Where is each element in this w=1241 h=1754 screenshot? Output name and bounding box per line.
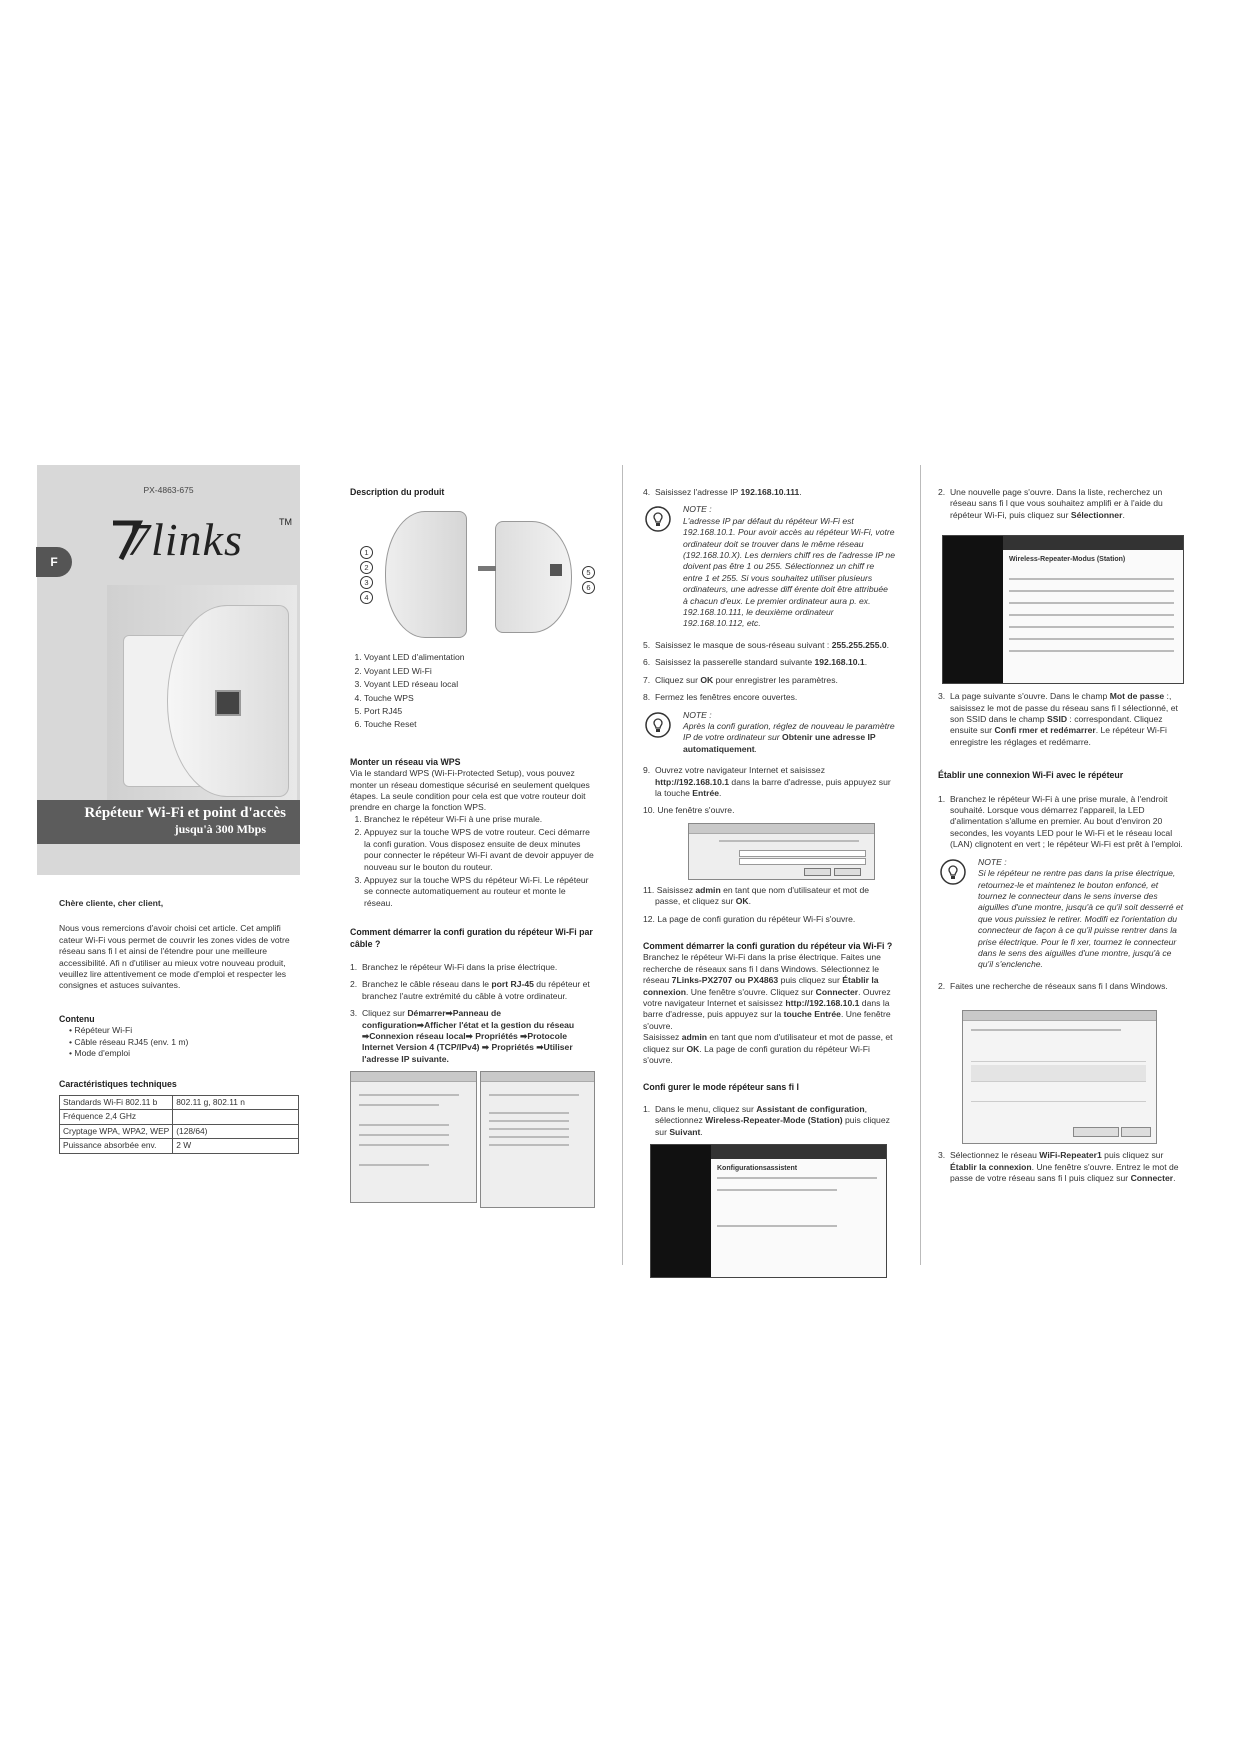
ip-step-7-text: Cliquez sur: [654, 674, 701, 685]
repeater-back-illustration: [495, 521, 572, 633]
cancel-box: [1121, 1127, 1151, 1137]
ip-step-11: 11. Saisissez admin en tant que nom d'utilisateur et mot de passe, et cliquez sur OK.: [643, 884, 870, 907]
lan-properties-screenshot: [480, 1071, 595, 1208]
windows-network-screenshot-area: [938, 998, 1188, 1146]
text-line: [717, 1225, 837, 1227]
cable-step-2-text-end: du répéteur et branchez l'autre extrémité du câble à votre ordinateur.: [362, 979, 590, 1001]
connect-step-3-bold: WiFi-Repeater1: [1039, 1150, 1102, 1161]
ip-step-11-text: Saisissez: [656, 884, 696, 895]
column-3: [643, 487, 895, 1279]
ip-step-11-bold: admin: [695, 884, 721, 895]
cable-step-2-bold: port RJ-45: [491, 979, 534, 990]
repeater-step-1-text: Dans le menu, cliquez sur: [654, 1103, 757, 1114]
ip-step-9: 9. Ouvrez votre navigateur Internet et saisissez http://192.168.10.1 dans la barre d'adresse, puis appuyez sur la touche Entrée.: [643, 765, 891, 798]
trademark-symbol: TM: [279, 517, 292, 527]
ip-step-5-bold: 255.255.255.0: [831, 639, 887, 650]
connect-step-2-text: Faites une recherche de réseaux sans fi l dans Windows.: [949, 980, 1168, 991]
callout-3: 3: [360, 576, 373, 589]
callout-6: 6: [582, 581, 595, 594]
station-step-2-text: Une nouvelle page s'ouvre. Dans la liste, recherchez un réseau sans fi l que vous souhaitez amplifi er à l'aide du répéteur Wi-Fi, puis cliquez sur: [949, 487, 1163, 520]
brand-name: 7links: [127, 514, 243, 565]
ip-step-5-text: Saisissez le masque de sous-réseau suivant :: [654, 639, 832, 650]
station-step-3-text-end: . Le répéteur Wi-Fi enregistre les réglages et redémarre.: [950, 725, 1167, 747]
station-step-2: 2. Une nouvelle page s'ouvre. Dans la liste, recherchez un réseau sans fi l que vous souhaitez amplifi er à l'aide du répéteur Wi-Fi, puis cliquez sur Sélectionner.: [938, 487, 1163, 520]
product-heading: Description du produit: [350, 487, 445, 497]
lightbulb-icon: [645, 506, 671, 532]
wifi-config-paragraph-2: [643, 1032, 895, 1066]
wifi-text: dans la barre d'adresse, puis appuyez sur la: [643, 998, 890, 1020]
parts-list: [350, 652, 595, 730]
note-auto-ip: [643, 710, 895, 756]
station-step-3-text-mid-2: : correspondant. Cliquez ensuite sur: [950, 714, 1163, 736]
connect-box: [1073, 1127, 1119, 1137]
wizard-screenshot-area: [643, 1144, 895, 1279]
repeater-step-1: 1. Dans le menu, cliquez sur Assistant de configuration, sélectionnez Wireless-Repeater-Mode (Station) puis cliquez sur Suivant.: [643, 1103, 890, 1137]
list-item: 3. Appuyez sur la touche WPS du répéteur Wi-Fi. Le répéteur se connecte automatiquement au routeur et monte le réseau.: [364, 875, 595, 909]
note-label: NOTE :: [683, 709, 712, 720]
cable-step-1-text: Branchez le répéteur Wi-Fi dans la prise électrique.: [361, 961, 558, 972]
note-text: Si le répéteur ne rentre pas dans la prise électrique, retournez-le et maintenez le bouton enfoncé, et tournez le connecteur dans le sens inverse des aiguilles d'une montre, jusqu'à ce qu'il soit desserré et que vous puissiez le retirer. Modifi ez l'orientation du connecteur de façon à ce qu'il puisse rentrer dans la prise électrique. Pour le fi xer, tournez le connecteur dans le sens des aiguilles d'une montre, jusqu'à ce qu'il s'enclenche.: [978, 868, 1184, 970]
wps-steps: [350, 814, 595, 909]
list-item: 3. Voyant LED réseau local: [364, 679, 595, 690]
ip-step-11-bold-2: OK: [735, 896, 749, 907]
note-text: L'adresse IP par défaut du répéteur Wi-Fi est 192.168.10.1. Pour avoir accès au répéteur Wi-Fi, votre ordinateur doit se trouver dans le même réseau (192.168.10.X). Les derniers chiff res de l'adresse IP ne doivent pas être 1 ou 255. Sélectionnez un chiff re entre 1 et 255. Si vous souhaitez utiliser plusieurs ordinateurs, une adresse diff érente doit être attribuée à chacun d'eux. Le premier ordinateur aura p. ex. 192.168.10.111, le deuxième ordinateur 192.168.10.112, etc.: [683, 515, 895, 629]
ip-step-7-text-end: pour enregistrer les paramètres.: [713, 674, 838, 685]
text-line: [717, 1189, 837, 1191]
text-line: [359, 1104, 439, 1106]
text-line: [489, 1128, 569, 1130]
contents-heading: Contenu: [59, 1013, 95, 1024]
cable-step-2: 2. Branchez le câble réseau dans le port RJ-45 du répéteur et branchez l'autre extrémité du câble à votre ordinateur.: [350, 979, 590, 1001]
note-label: NOTE :: [683, 504, 712, 515]
list-item: • Répéteur Wi-Fi: [69, 1025, 299, 1036]
cover-panel: [37, 465, 300, 875]
intro-body: Nous vous remercions d'avoir choisi cet article. Cet amplifi cateur Wi-Fi vous permet de couvrir les zones vides de votre réseau sans fi l et ainsi de l'étendre pour une meilleure accessibilité. Afi n d'utiliser au mieux votre nouveau produit, veuillez lire attentivement ce mode d'emploi et respecter les consignes et astuces suivantes.: [59, 923, 290, 991]
list-item: 4. Touche WPS: [364, 693, 595, 704]
network-row: [971, 1065, 1146, 1082]
ip-step-4-bold: 192.168.10.111: [740, 487, 800, 497]
table-cell: 2 W: [173, 1139, 299, 1153]
ip-step-7-bold: OK: [700, 674, 714, 685]
ip-step-4: 4. Saisissez l'adresse IP 192.168.10.111.: [643, 487, 802, 497]
repeater-step-1-text-mid: , sélectionnez: [655, 1103, 867, 1126]
repeater-step-1-bold-3: Suivant: [669, 1126, 701, 1137]
language-tab-letter: F: [50, 555, 58, 569]
text-line: [489, 1136, 569, 1138]
wizard-screenshot: [650, 1144, 887, 1278]
list-item: 2. Voyant LED Wi-Fi: [364, 666, 595, 677]
product-photo: [107, 585, 297, 803]
password-box: [739, 858, 866, 865]
tcpip-screenshots: [350, 1071, 595, 1211]
table-cell: Cryptage WPA, WPA2, WEP: [60, 1124, 173, 1138]
wifi-config-paragraph-1: [643, 952, 895, 1032]
window-titlebar: [689, 824, 874, 834]
window-titlebar: [481, 1072, 594, 1082]
table-cell: Fréquence 2,4 GHz: [60, 1110, 173, 1124]
station-title: Wireless-Repeater-Modus (Station): [1009, 556, 1126, 564]
wifi-config-heading: Comment démarrer la confi guration du répéteur via Wi-Fi ?: [643, 940, 893, 951]
wifi-text: Saisissez: [643, 1032, 682, 1043]
station-screenshot-area: [938, 527, 1188, 685]
wizard-header: [711, 1145, 886, 1159]
wifi-text: . Ouvrez votre navigateur Internet et saisissez: [643, 986, 891, 1008]
ip-step-5: 5. Saisissez le masque de sous-réseau suivant : 255.255.255.0.: [643, 639, 890, 650]
table-cell: (128/64): [173, 1124, 299, 1138]
login-dialog-screenshot: [688, 823, 875, 880]
connect-step-3: 3. Sélectionnez le réseau WiFi-Repeater1 puis cliquez sur Établir la connexion. Une fenêtre s'ouvre. Entrez le mot de passe de votre réseau sans fi l puis cliquez sur Connecter.: [938, 1150, 1179, 1183]
callout-5: 5: [582, 566, 595, 579]
wifi-bold: touche Entrée: [783, 1009, 841, 1020]
ip-step-9-text: Ouvrez votre navigateur Internet et saisissez: [654, 765, 825, 776]
connect-step-3-bold-3: Connecter: [1130, 1172, 1174, 1183]
specs-table: [59, 1095, 299, 1154]
ip-step-10: 10. Une fenêtre s'ouvre.: [643, 805, 735, 816]
note-plug: [938, 857, 1188, 971]
ip-step-9-key: Entrée: [692, 787, 720, 798]
list-item: 1. Voyant LED d'alimentation: [364, 652, 595, 663]
callout-1: 1: [360, 546, 373, 559]
repeater-step-1-bold-2: Wireless-Repeater-Mode (Station): [705, 1115, 843, 1126]
wifi-text: . Une fenêtre s'ouvre.: [643, 1009, 891, 1031]
ip-step-9-text-mid: dans la barre d'adresse, puis appuyez sur la touche: [655, 776, 891, 798]
rj45-port-illustration: [550, 564, 562, 576]
station-mode-screenshot: [942, 535, 1184, 684]
table-row: [60, 1095, 299, 1109]
cable-step-3: 3. Cliquez sur Démarrer➡Panneau de configuration➡Afficher l'état et la gestion du réseau ➡Connexion réseau local➡ Propriétés ➡Protocole Internet Version 4 (TCP/IPv4) ➡ Propriétés ➡Utiliser l'adresse IP suivante.: [350, 1008, 575, 1064]
wifi-text: en tant que nom d'utilisateur et mot de passe, et cliquez sur: [643, 1032, 893, 1054]
table-line: [1009, 638, 1174, 640]
wifi-bold: admin: [681, 1032, 707, 1043]
title-banner: [37, 800, 300, 844]
lightbulb-icon: [940, 859, 966, 885]
ip-step-9-url: http://192.168.10.1: [655, 776, 730, 787]
wifi-bold: 7Links-PX2707 ou PX4863: [671, 975, 779, 986]
ip-step-7: 7. Cliquez sur OK pour enregistrer les paramètres.: [643, 674, 838, 685]
window-titlebar: [351, 1072, 476, 1082]
callout-4: 4: [360, 591, 373, 604]
lightbulb-icon: [645, 712, 671, 738]
table-line: [1009, 650, 1174, 652]
wifi-bold: OK: [686, 1043, 700, 1054]
connect-step-2: 2. Faites une recherche de réseaux sans fi l dans Windows.: [938, 980, 1168, 991]
callout-2: 2: [360, 561, 373, 574]
rj45-port-photo: [215, 690, 241, 716]
title-line-2: jusqu'à 300 Mbps: [174, 822, 266, 836]
station-step-3-bold-2: SSID: [1046, 714, 1068, 725]
table-cell: 802.11 g, 802.11 n: [173, 1095, 299, 1109]
cable-step-2-text: Branchez le câble réseau dans le: [361, 979, 492, 990]
note-text-bold: Obtenir une adresse IP automatiquement: [683, 732, 876, 754]
note-default-ip: [643, 504, 895, 629]
cable-step-3-text: Cliquez sur: [361, 1008, 408, 1019]
wps-intro: Via le standard WPS (Wi-Fi-Protected Setup), vous pouvez monter un réseau domestique sécurisé en seulement quelques étapes. La seule condition pour cela est que votre routeur doit prendre en charge la fonction WPS.: [350, 768, 590, 813]
title-line-1: Répéteur Wi-Fi et point d'accès: [84, 805, 286, 821]
text-line: [359, 1094, 459, 1096]
table-line: [1009, 602, 1174, 604]
text-line: [717, 1177, 877, 1179]
wps-heading: Monter un réseau via WPS: [350, 756, 461, 767]
ip-step-6: 6. Saisissez la passerelle standard suivante 192.168.10.1.: [643, 657, 868, 668]
list-item: • Mode d'emploi: [69, 1048, 299, 1059]
text-line: [359, 1164, 429, 1166]
greeting: Chère cliente, cher client,: [59, 898, 164, 908]
connect-heading: Établir une connexion Wi-Fi avec le répéteur: [938, 770, 1124, 781]
language-tab: [36, 547, 72, 577]
repeater-front-illustration: [385, 511, 467, 638]
ip-step-6-bold: 192.168.10.1: [814, 657, 865, 668]
table-line: [1009, 626, 1174, 628]
table-cell: Puissance absorbée env.: [60, 1139, 173, 1153]
ip-step-11-text-mid: en tant que nom d'utilisateur et mot de passe, et cliquez sur: [655, 884, 870, 907]
wifi-bold: http://192.168.10.1: [785, 998, 860, 1008]
column-divider: [920, 465, 921, 1265]
connect-step-3-bold-2: Établir la connexion: [950, 1161, 1032, 1172]
ip-step-8: 8. Fermez les fenêtres encore ouvertes.: [643, 692, 798, 703]
window-titlebar: [963, 1011, 1156, 1021]
column-divider: [622, 465, 623, 1265]
ip-step-12: 12. La page de confi guration du répéteur Wi-Fi s'ouvre.: [643, 913, 856, 924]
username-box: [739, 850, 866, 857]
intro-column: [59, 898, 299, 1154]
connect-step-3-text-mid: puis cliquez sur: [1101, 1150, 1164, 1161]
ok-box: [804, 868, 831, 876]
table-line: [1009, 578, 1174, 580]
column-2: [350, 487, 595, 1211]
login-dialog-area: [643, 823, 895, 885]
repeater-step-1-text-mid-2: puis cliquez sur: [655, 1115, 890, 1137]
wifi-text: Branchez le répéteur Wi-Fi dans la prise électrique. Faites une recherche de réseaux sans fi l dans Windows. Sélectionnez le réseau: [643, 952, 881, 986]
text-line: [359, 1124, 449, 1126]
tcpip-properties-screenshot: [350, 1071, 477, 1203]
text-line: [489, 1120, 569, 1122]
list-item: • Câble réseau RJ45 (env. 1 m): [69, 1037, 299, 1048]
text-line: [489, 1094, 579, 1096]
wifi-text: . La page de confi guration du répéteur Wi-Fi s'ouvre.: [643, 1043, 870, 1066]
table-row: [60, 1110, 299, 1124]
model-number: PX-4863-675: [143, 485, 194, 495]
station-step-3-bold: Mot de passe: [1109, 691, 1165, 702]
text-line: [359, 1134, 449, 1136]
text-line: [971, 1029, 1121, 1031]
table-row: [60, 1124, 299, 1138]
brand-logo: [107, 514, 292, 565]
table-cell: Standards Wi-Fi 802.11 b: [60, 1095, 173, 1109]
station-step-3: 3. La page suivante s'ouvre. Dans le champ Mot de passe :, saisissez le mot de passe du réseau sans fi l sélectionné, et son SSID dans le champ SSID : correspondant. Cliquez ensuite sur Confi rmer et redémarrer. Le répéteur Wi-Fi enregistre les réglages et redémarre.: [938, 691, 1178, 747]
text-line: [489, 1144, 569, 1146]
cable-step-3-bold: Démarrer➡Panneau de configuration➡Afficher l'état et la gestion du réseau ➡Connexion réseau local➡ Propriétés ➡Protocole Internet Version 4 (TCP/IPv4) ➡ Propriétés ➡Utiliser l'adresse IP suivante.: [362, 1008, 575, 1064]
connect-step-1: 1. Branchez le répéteur Wi-Fi à une prise murale, à l'endroit souhaité. Lorsque vous démarrez l'appareil, la LED d'alimentation s'allume en premier. Au bout d'environ 20 secondes, les voyants LED pour le Wi-Fi et le réseau local (LAN) clignotent en vert ; le répéteur Wi-Fi est prêt à l'emploi.: [938, 793, 1183, 850]
repeater-mode-heading: Confi gurer le mode répéteur sans fi l: [643, 1082, 799, 1093]
wizard-title: Konfigurationsassistent: [717, 1165, 798, 1173]
table-cell: [173, 1110, 299, 1124]
station-sidebar: [943, 536, 1003, 683]
windows-network-screenshot: [962, 1010, 1157, 1144]
text-line: [719, 840, 859, 842]
network-row: [971, 1085, 1146, 1102]
list-item: 2. Appuyez sur la touche WPS de votre routeur. Ceci démarre la confi guration. Vous disposez ensuite de deux minutes pour connecter le répéteur Wi-Fi avant de devoir appuyer de nouveau sur le bouton du routeur.: [364, 827, 595, 873]
network-row: [971, 1045, 1146, 1062]
wizard-main: [711, 1145, 886, 1277]
wifi-bold: Connecter: [815, 986, 859, 997]
ip-step-6-text: Saisissez la passerelle standard suivante: [654, 657, 815, 668]
note-text: Après la confi guration, réglez de nouveau le paramètre IP de votre ordinateur sur Obtenir une adresse IP automatiquement.: [683, 720, 895, 754]
connect-step-3-text: Sélectionnez le réseau: [949, 1150, 1040, 1161]
cancel-box: [834, 868, 861, 876]
station-step-2-bold: Sélectionner: [1070, 509, 1123, 520]
connect-step-1-text: Branchez le répéteur Wi-Fi à une prise murale, à l'endroit souhaité. Lorsque vous démarrez l'appareil, la LED d'alimentation s'allume en premier. Au bout d'environ 20 secondes, les voyants LED pour le Wi-Fi et le réseau local (LAN) clignotent en vert ; le répéteur Wi-Fi est prêt à l'emploi.: [949, 793, 1183, 850]
specs-heading: Caractéristiques techniques: [59, 1079, 177, 1090]
contents-list: [59, 1025, 299, 1059]
repeater-step-1-bold: Assistant de configuration: [756, 1103, 865, 1114]
station-step-3-text-mid: :, saisissez le mot de passe du réseau sans fi l sélectionné, et son SSID dans le champ: [950, 691, 1178, 725]
wifi-text: . Une fenêtre s'ouvre. Cliquez sur: [685, 986, 816, 997]
table-line: [1009, 614, 1174, 616]
list-item: 1. Branchez le répéteur Wi-Fi à une prise murale.: [364, 814, 595, 825]
cable-heading: Comment démarrer la confi guration du répéteur Wi-Fi par câble ?: [350, 927, 593, 949]
wifi-bold: Établir la connexion: [643, 975, 879, 997]
ip-step-10-text: Une fenêtre s'ouvre.: [657, 805, 735, 816]
station-header: [1003, 536, 1183, 550]
station-step-3-text: La page suivante s'ouvre. Dans le champ: [949, 691, 1110, 702]
column-4: [938, 487, 1188, 1190]
ip-step-8-text: Fermez les fenêtres encore ouvertes.: [654, 692, 798, 703]
note-text-start: Après la confi guration, réglez de nouveau le paramètre IP de votre ordinateur sur: [683, 720, 895, 743]
station-main: [1003, 536, 1183, 683]
connect-step-3-text-mid-2: . Une fenêtre s'ouvre. Entrez le mot de passe de votre réseau sans fi l puis cliquez sur: [950, 1161, 1179, 1183]
text-line: [359, 1144, 449, 1146]
station-step-3-bold-3: Confi rmer et redémarrer: [994, 725, 1096, 736]
list-item: 5. Port RJ45: [364, 706, 595, 717]
ip-step-4-text: Saisissez l'adresse IP: [654, 487, 741, 497]
text-line: [489, 1112, 569, 1114]
plug-pins: [478, 566, 496, 571]
list-item: 6. Touche Reset: [364, 719, 595, 730]
note-label: NOTE :: [978, 856, 1007, 867]
ip-step-12-text: La page de confi guration du répéteur Wi-Fi s'ouvre.: [657, 913, 856, 924]
cable-step-1: 1. Branchez le répéteur Wi-Fi dans la prise électrique.: [350, 961, 558, 972]
wifi-text: puis cliquez sur: [778, 975, 843, 986]
wizard-sidebar: [651, 1145, 711, 1277]
product-diagram: [350, 506, 595, 646]
table-line: [1009, 590, 1174, 592]
table-row: [60, 1139, 299, 1153]
